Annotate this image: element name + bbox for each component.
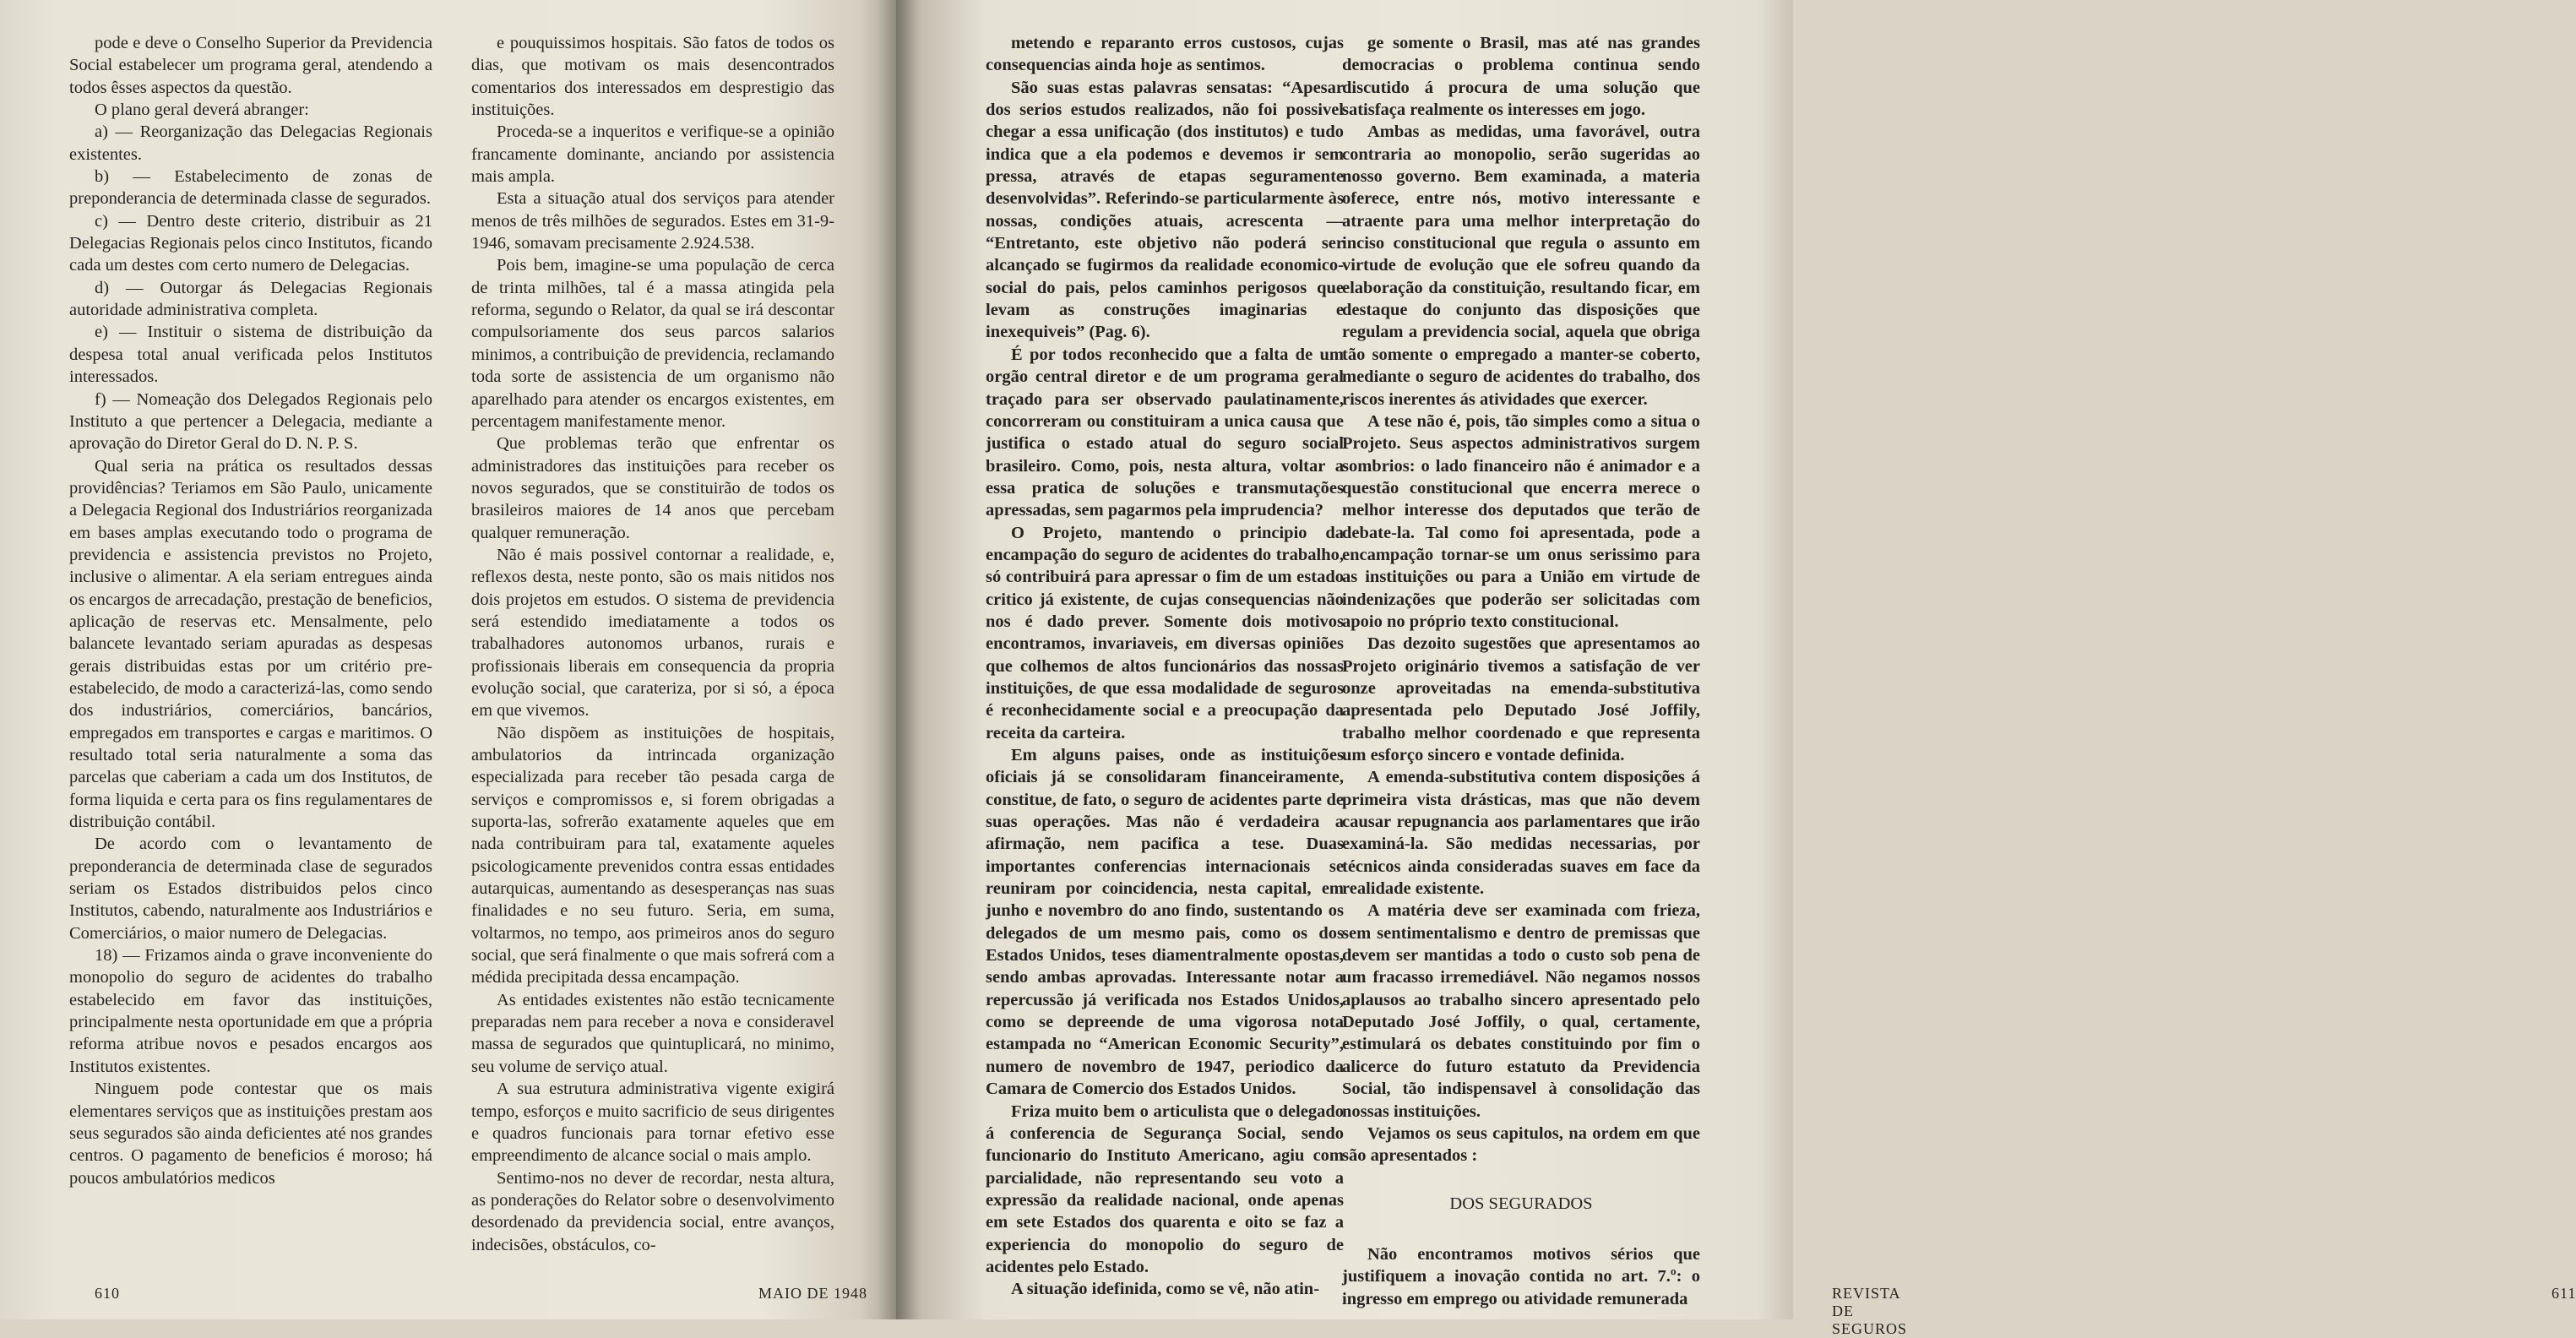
paragraph: A situação idefinida, como se vê, não atin-: [1011, 1280, 1320, 1299]
right-column-2-text: [1342, 32, 1700, 1167]
left-page: [0, 0, 896, 1319]
right-page-column-2: [1342, 32, 1700, 1310]
paragraph: pode e deve o Conselho Superior da Previdencia Social estabelecer um programa geral, atendendo a todos êsses aspectos da questão.: [69, 34, 432, 97]
paragraph: Vejamos os seus capitulos, na ordem em que são apresentados :: [1342, 1123, 1700, 1166]
paragraph: Não dispõem as instituições de hospitais, ambulatorios da intrincada organização especializada para receber tão pesada carga de serviços e compromissos e, si forem obrigadas a suporta-las, sofrerão exatamente aqueles que em nada contribuiram para tal, exatamente aqueles psicologicamente prevenidos contra essas entidades autarquicas, aumentando as desesperanças nas suas finalidades e no seu futuro. Seria, em suma, voltarmos, no tempo, aos primeiros anos do seguro social, que será finalmente o que mais sofrerá com a médida precipitada dessa encampação.: [471, 723, 834, 987]
paragraph: c) — Dentro deste criterio, distribuir as 21 Delegacias Regionais pelos cinco Institutos, ficando cada um destes com certo numero de Delegacias.: [69, 211, 432, 275]
gutter-shadow: [878, 0, 916, 1319]
paragraph: De acordo com o levantamento de preponderancia de determinada clase de segurados seriam os Estados distribuidos pelos cinco Institutos, cabendo, naturalmente aos Industriários e Comerciários, o maior numero de Delegacias.: [69, 835, 432, 943]
section-heading: DOS SEGURADOS: [1449, 1194, 1593, 1213]
paragraph: A matéria deve ser examinada com frieza, sem sentimentalismo e dentro de premissas que devem ser mantidas a todo o custo sob pena de um fracasso irremediável. Não negamos nossos aplausos ao trabalho sincero apresentado pelo Deputado José Joffily, o qual, certamente, estimulará os debates constituindo por fim o alicerce do futuro estatuto da Previdencia Social, tão indispensavel à consolidação das nossas instituições.: [1342, 901, 1700, 1121]
paragraph: As entidades existentes não estão tecnicamente preparadas nem para receber a nova e consideravel massa de segurados que quintuplicará, no minimo, seu volume de serviço atual.: [471, 990, 834, 1076]
paragraph: Pois bem, imagine-se uma população de cerca de trinta milhões, tal é a massa atingida pela reforma, segundo o Relator, da qual se irá descontar compulsoriamente dos seus parcos salarios minimos, a contribuição de previdencia, reclamando toda sorte de assistencia de um organismo não aparelhado para atender os encargos existentes, em percentagem manifestamente menor.: [471, 256, 834, 431]
paragraph: Não é mais possivel contornar a realidade, e, reflexos desta, neste ponto, são os mais nitidos nos dois projetos em estudos. O sistema de previdencia será estendido imediatamente a todos os trabalhadores autonomos urbanos, rurais e profissionais liberais em consequencia da propria evolução social, que carateriza, por si só, a época em que vivemos.: [471, 545, 834, 721]
paragraph: São suas estas palavras sensatas: “Apesar dos serios estudos realizados, não foi possivel chegar a essa unificação (dos institutos) e tudo indica que a ela podemos e devemos ir sem pressa, através de etapas seguramente desenvolvidas”. Referindo-se particularmente às nossas, condições atuais, acrescenta — “Entretanto, este objetivo não poderá ser alcançado se fugirmos da realidade economico-social do pais, pelos caminhos perigosos que levam as construções imaginarias e inexequiveis” (Pag. 6).: [986, 78, 1344, 342]
right-page-number: 611: [2552, 1285, 2576, 1302]
paragraph: metendo e reparanto erros custosos, cujas consequencias ainda hoje as sentimos.: [986, 34, 1344, 75]
paragraph: Ambas as medidas, uma favorável, outra contraria ao monopolio, serão sugeridas ao nosso governo. Bem examinada, a materia oferece, entre nós, motivo interessante e atraente para uma melhor interpretação do inciso constitucional que regula o assunto em virtude de evolução que ele sofreu quando da elaboração da constituição, resultando ficar, em destaque do conjunto das disposições que regulam a previdencia social, aquela que obriga tão somente o empregado a manter-se coberto, mediante o seguro de acidentes do trabalho, dos riscos inerentes ás atividades que exercer.: [1342, 122, 1700, 409]
right-page: [896, 0, 2576, 1337]
paragraph: 18) — Frizamos ainda o grave inconveniente do monopolio do seguro de acidentes do trabalho estabelecido em favor das instituições, principalmente nesta oportunidade em que a própria reforma atribue novos e pesados encargos aos Institutos existentes.: [69, 946, 432, 1076]
right-column-2-continuation: [1342, 1243, 1700, 1310]
paragraph: Esta a situação atual dos serviços para atender menos de três milhões de segurados. Estes em 31-9-1946, somavam precisamente 2.924.538.: [471, 189, 834, 253]
paragraph: Qual seria na prática os resultados dessas providências? Teriamos em São Paulo, unicamente a Delegacia Regional dos Industriários reorganizada em bases amplas executando todo o programa de previdencia e assistencia previstos no Projeto, inclusive o alimentar. A ela seriam entregues ainda os encargos de arrecadação, prestação de beneficios, aplicação de reservas etc. Mensalmente, pelo balancete levantado seriam apuradas as despesas gerais distribuidas estas por um critério pre-estabelecido, de modo a caracterizá-las, como sendo dos industriários, comerciários, bancários, empregados em transportes e cargas e maritimos. O resultado total seria naturalmente a soma das parcelas que caberiam a cada um dos Institutos, de forma liquida e certa para os fins regulamentares de distribuição contábil.: [69, 456, 432, 832]
right-page-title: REVISTA DE SEGUROS: [1832, 1285, 1908, 1337]
right-page-column-1: [986, 32, 1344, 1301]
paragraph: Em alguns paises, onde as instituições oficiais já se consolidaram financeiramente, constitue, de fato, o seguro de acidentes parte de suas operações. Mas não é verdadeira a afirmação, nem pacifica a tese. Duas importantes conferencias internacionais se reuniram por coincidencia, nesta capital, em junho e novembro do ano findo, sustentando os delegados de um mesmo pais, como os dos Estados Unidos, teses diamentralmente opostas, sendo ambas aprovadas. Interessante notar a repercussão já verificada nos Estados Unidos, como se depreende de uma vigorosa nota estampada no “American Economic Security”, numero de novembro de 1947, periodico da Camara de Comercio dos Estados Unidos.: [986, 746, 1344, 1099]
paragraph: Friza muito bem o articulista que o delegado á conferencia de Segurança Social, sendo funcionario do Instituto Americano, agiu com parcialidade, não representando seu voto a expressão da realidade nacional, onde apenas em sete Estados dos quarenta e oito se faz a experiencia do monopolio do seguro de acidentes pelo Estado.: [986, 1101, 1344, 1276]
paragraph: d) — Outorgar ás Delegacias Regionais autoridade administrativa completa.: [69, 278, 432, 320]
paragraph: A tese não é, pois, tão simples como a situa o Projeto. Seus aspectos administrativos surgem sombrios: o lado financeiro não é animador e a questão constitucional que encerra merece o melhor interesse dos deputados que terão de debate-la. Tal como foi apresentada, pode a encampação tornar-se um onus serissimo para as instituições ou para a União em virtude de indenizações que poderão ser solicitadas com apoio no próprio texto constitucional.: [1342, 411, 1700, 631]
paragraph: e pouquissimos hospitais. São fatos de todos os dias, que motivam os mais desencontrados comentarios dos interessados em desprestigio das instituições.: [471, 34, 834, 120]
left-page-number: 610: [95, 1285, 120, 1302]
paragraph: É por todos reconhecido que a falta de um orgão central diretor e de um programa geral traçado para ser observado paulatinamente, concorreram ou constituiram a unica causa que justifica o estado atual do seguro social brasileiro. Como, pois, nesta altura, voltar a essa pratica de soluções e transmutações apressadas, sem pagarmos pela imprudencia?: [986, 345, 1344, 520]
left-page-column-1: [69, 32, 432, 1189]
paragraph: Ninguem pode contestar que os mais elementares serviços que as instituições prestam aos seus segurados são ainda deficientes até nos grandes centros. O pagamento de beneficios é moroso; há poucos ambulatórios medicos: [69, 1080, 432, 1188]
paragraph: ge somente o Brasil, mas até nas grandes democracias o problema continua sendo discutido á procura de uma solução que satisfaça realmente os interesses em jogo.: [1342, 34, 1700, 120]
paragraph: A emenda-substitutiva contem disposições á primeira vista drásticas, mas que não devem causar repugnancia aos parlamentares que irão examiná-la. São medidas necessarias, por técnicos ainda consideradas suaves em face da realidade existente.: [1342, 768, 1700, 899]
paragraph: Que problemas terão que enfrentar os administradores das instituições para receber os novos segurados, que se constituirão de todos os brasileiros maiores de 14 anos que percebam qualquer remuneração.: [471, 434, 834, 542]
paragraph: A sua estrutura administrativa vigente exigirá tempo, esforços e muito sacrificio de seus dirigentes e quadros funcionais para tornar efetivo esse empreendimento de alcance social o mais amplo.: [471, 1080, 834, 1166]
left-page-date: MAIO DE 1948: [758, 1285, 867, 1302]
paragraph: a) — Reorganização das Delegacias Regionais existentes.: [69, 122, 432, 164]
paragraph: Sentimo-nos no dever de recordar, nesta altura, as ponderações do Relator sobre o desenvolvimento desordenado da previdencia social, entre avanços, indecisões, obstáculos, co-: [471, 1168, 834, 1254]
paragraph: Não encontramos motivos sérios que justifiquem a inovação contida no art. 7.º: o ingresso em emprego ou atividade remunerada: [1342, 1244, 1700, 1308]
paragraph: O Projeto, mantendo o principio da encampação do seguro de acidentes do trabalho, só contribuirá para apressar o fim de um estado critico já existente, de cujas consequencias não nos é dado prever. Somente dois motivos encontramos, invariaveis, em diversas opiniões que colhemos de altos funcionários das nossas instituições, de que essa modalidade de seguros é reconhecidamente social e a preocupação da receita da carteira.: [986, 523, 1344, 742]
paragraph: f) — Nomeação dos Delegados Regionais pelo Instituto a que pertencer a Delegacia, mediante a aprovação do Diretor Geral do D. N. P. S.: [69, 389, 432, 454]
paragraph: Proceda-se a inqueritos e verifique-se a opinião francamente dominante, anciando por assistencia mais ampla.: [471, 122, 834, 187]
paragraph: Das dezoito sugestões que apresentamos ao Projeto originário tivemos a satisfação de ver onze aproveitadas na emenda-substitutiva apresentada pelo Deputado José Joffily, trabalho melhor coordenado e que representa um esforço sincero e vontade definida.: [1342, 634, 1700, 764]
paragraph: O plano geral deverá abranger:: [95, 101, 309, 120]
left-page-column-2: [471, 32, 834, 1256]
paragraph: b) — Estabelecimento de zonas de preponderancia de determinada classe de segurados.: [69, 167, 432, 209]
paragraph: e) — Instituir o sistema de distribuição da despesa total anual verificada pelos Institutos interessados.: [69, 323, 432, 387]
